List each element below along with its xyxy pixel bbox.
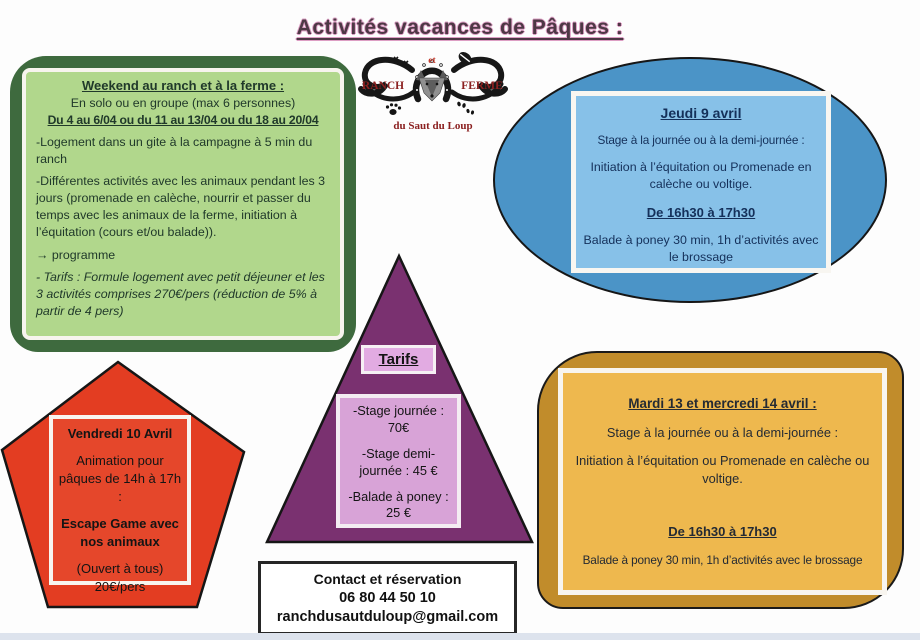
thursday-line3: Balade à poney 30 min, 1h d’activités avec le brossage	[583, 232, 819, 264]
page-title	[0, 16, 920, 40]
thursday-time: De 16h30 à 17h30	[646, 205, 756, 221]
thursday-card	[493, 57, 887, 303]
contact-heading: Contact et réservation	[313, 571, 462, 587]
ranch-logo	[356, 48, 510, 143]
thursday-heading: Jeudi 9 avril	[660, 105, 742, 121]
friday-line3: (Ouvert à tous)	[76, 560, 164, 576]
tuesday-heading: Mardi 13 et mercredi 14 avril :	[628, 396, 817, 411]
tuesday-line3: Balade à poney 30 min, 1h d’activités avec le brossage	[582, 552, 863, 567]
tarif-item: -Balade à poney : 25 €	[348, 488, 449, 521]
weekend-paragraph-lodging: -Logement dans un gite à la campagne à 5 min du ranch	[36, 134, 313, 166]
tuesday-line1: Stage à la journée ou à la demi-journée :	[606, 424, 839, 440]
friday-line4: 20€/pers	[94, 578, 146, 594]
contact-phone: 06 80 44 50 10	[339, 590, 436, 606]
weekend-dates: Du 4 au 6/04 ou du 11 au 13/04 ou du 18 au 20/04	[47, 113, 319, 128]
tuesday-card	[537, 351, 904, 609]
friday-heading: Vendredi 10 Avril	[67, 426, 173, 441]
tuesday-time: De 16h30 à 17h30	[668, 524, 777, 540]
tarif-item: -Stage demi-journée : 45 €	[359, 445, 438, 478]
tuesday-line2: Initiation à l’équitation ou Promenade en calèche ou voltige.	[575, 452, 870, 486]
tarifs-label	[361, 345, 436, 374]
weekend-paragraph-activities: -Différentes activités avec les animaux pendant les 3 jours (promenade en calèche, nourrir et passer du temps avec les animaux de la ferme, initiation à l’équitation (cours et/ou balade)).	[36, 174, 326, 240]
friday-line1: Animation pour pâques de 14h à 17h :	[58, 452, 182, 504]
weekend-heading: Weekend au ranch et à la ferme :	[81, 78, 285, 93]
logo-text-ferme: FERME	[461, 80, 503, 92]
weekend-audience: En solo ou en groupe (max 6 personnes)	[70, 95, 296, 110]
bottom-edge-strip	[0, 633, 920, 640]
wolf-head-icon	[416, 70, 448, 101]
tuesday-card-content	[558, 368, 887, 595]
weekend-paragraph-tarifs: - Tarifs : Formule logement avec petit déjeuner et les 3 activités comprises 270€/pers (réduction de 5% à partir de 4 pers)	[36, 269, 325, 318]
thursday-line1: Stage à la journée ou à la demi-journée :	[597, 132, 805, 147]
friday-line2: Escape Game avec nos animaux	[61, 515, 179, 549]
logo-text-ranch: RANCH	[361, 80, 405, 92]
page-title-text: Activités vacances de Pâques :	[296, 16, 624, 39]
paw-print-icon	[386, 103, 401, 115]
tarifs-heading: Tarifs	[378, 351, 419, 368]
contact-box	[258, 561, 517, 635]
logo-text-et: et	[428, 56, 436, 66]
hoof-dots-icon	[457, 101, 475, 115]
thursday-line2: Initiation à l’équitation ou Promenade en calèche ou voltige.	[590, 159, 812, 191]
tarifs-price-box	[336, 394, 461, 528]
tarif-item: -Stage journée : 70€	[352, 403, 445, 435]
logo-text-subtitle: du Saut du Loup	[393, 120, 473, 132]
contact-email: ranchdusautduloup@gmail.com	[276, 609, 499, 625]
friday-card-content	[49, 415, 191, 594]
thursday-card-content	[571, 91, 831, 273]
weekend-paragraph-programme: → programme	[36, 247, 116, 262]
